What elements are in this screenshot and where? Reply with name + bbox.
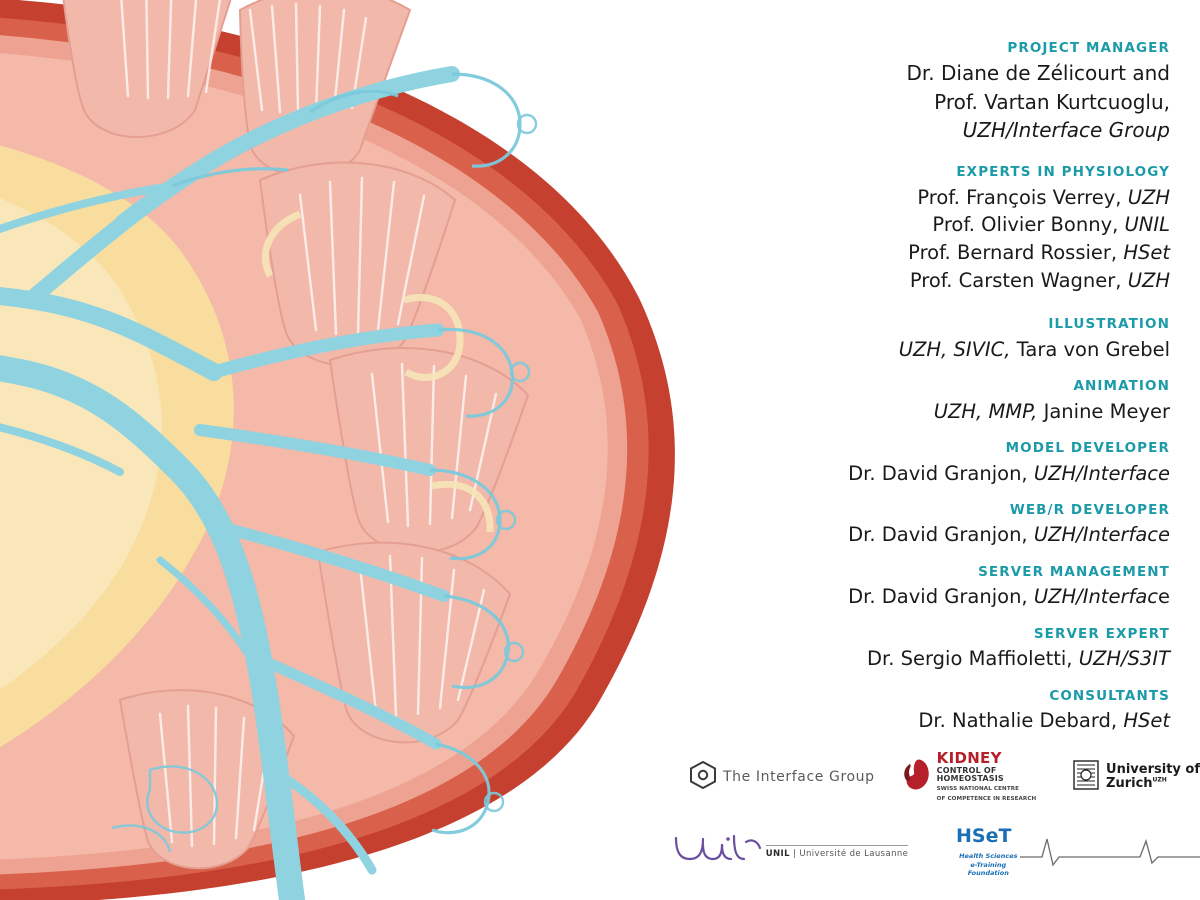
credit-line: Dr. Nathalie Debard, HSet [918, 709, 1170, 733]
logo-unil-caption [766, 845, 909, 859]
uzh-crest-icon [1073, 760, 1099, 794]
logo-kidney-footer-line2: OF COMPETENCE IN RESEARCH [936, 796, 1037, 803]
credit-block-illustration [690, 314, 1170, 363]
credit-block-experts-in-physiology [690, 162, 1170, 294]
credit-block-animation [690, 376, 1170, 425]
credit-line: Dr. Diane de Zélicourt and [906, 61, 1170, 86]
credit-line: UZH, SIVIC, Tara von Grebel [898, 337, 1170, 361]
partner-logos [690, 742, 1200, 900]
logo-hset-line1: Health Sciences [959, 852, 1018, 861]
credit-role-label: WEB/R DEVELOPER [1009, 502, 1170, 519]
svg-text:HSeT: HSeT [956, 825, 1012, 848]
kidney-bean-icon [901, 758, 931, 796]
credit-line: Dr. David Granjon, UZH/Interface [848, 523, 1170, 547]
logo-interface-group [690, 761, 875, 793]
credit-block-server-management [690, 562, 1170, 611]
ecg-pulse-icon [1020, 829, 1200, 873]
credit-block-consultants [690, 686, 1170, 735]
credit-line: Prof. François Verrey, UZH [917, 185, 1170, 209]
logo-unil [670, 832, 909, 870]
logo-interface-group-label: The Interface Group [723, 769, 875, 785]
logo-row-secondary [690, 812, 1200, 890]
credit-line: Dr. David Granjon, UZH/Interface [848, 461, 1170, 485]
credit-line: UZH, MMP, Janine Meyer [933, 399, 1170, 423]
credits-panel [690, 0, 1200, 740]
credit-role-label: MODEL DEVELOPER [1005, 440, 1170, 457]
credit-block-project-manager [690, 38, 1170, 144]
credit-line: Prof. Olivier Bonny, UNIL [932, 213, 1170, 237]
credit-role-label: ANIMATION [1073, 378, 1170, 395]
credit-line: Prof. Vartan Kurtcuoglu, [934, 89, 1170, 114]
logo-uzh-line2: Zurich [1106, 776, 1153, 791]
credit-block-server-expert [690, 624, 1170, 673]
credit-role-label: PROJECT MANAGER [1007, 40, 1170, 56]
logo-kidney-footer-line1: SWISS NATIONAL CENTRE [936, 786, 1020, 793]
logo-unil-short: UNIL [765, 849, 790, 859]
logo-hset-line3: Foundation [967, 869, 1009, 878]
logo-university-of-zurich [1073, 760, 1200, 794]
credit-line: Prof. Bernard Rossier, HSet [908, 241, 1170, 265]
logo-uzh-line1: University of [1106, 761, 1200, 777]
credit-line: Prof. Carsten Wagner, UZH [909, 268, 1170, 292]
logo-row-primary [690, 742, 1200, 812]
credit-role-label: CONSULTANTS [1049, 688, 1170, 705]
credit-block-web-r-developer [690, 500, 1170, 549]
credit-role-label: SERVER MANAGEMENT [978, 564, 1170, 581]
credit-role-label: EXPERTS IN PHYSIOLOGY [956, 164, 1170, 181]
logo-uzh-sup: UZH [1152, 776, 1167, 784]
credit-role-label: SERVER EXPERT [1033, 626, 1170, 643]
credit-line: UZH/Interface Group [962, 118, 1170, 143]
credit-line: Dr. Sergio Maffioletti, UZH/S3IT [866, 647, 1170, 671]
credit-role-label: ILLUSTRATION [1048, 316, 1170, 333]
hset-wordmark-icon [956, 824, 1020, 852]
logo-kidney-nccr [901, 748, 1047, 804]
unil-wordmark-icon [670, 832, 766, 870]
logo-hset [954, 824, 1200, 877]
credit-line: Dr. David Granjon, UZH/Interface [848, 585, 1170, 609]
logo-kidney-subtitle: CONTROL OF HOMEOSTASIS [936, 765, 1004, 783]
logo-hset-line2: e-Training [970, 860, 1007, 869]
logo-unil-full: | Université de Lausanne [789, 849, 909, 859]
hexagon-interface-icon [690, 761, 716, 793]
logo-kidney-title: KIDNEY [936, 748, 1002, 767]
credit-block-model-developer [690, 438, 1170, 487]
